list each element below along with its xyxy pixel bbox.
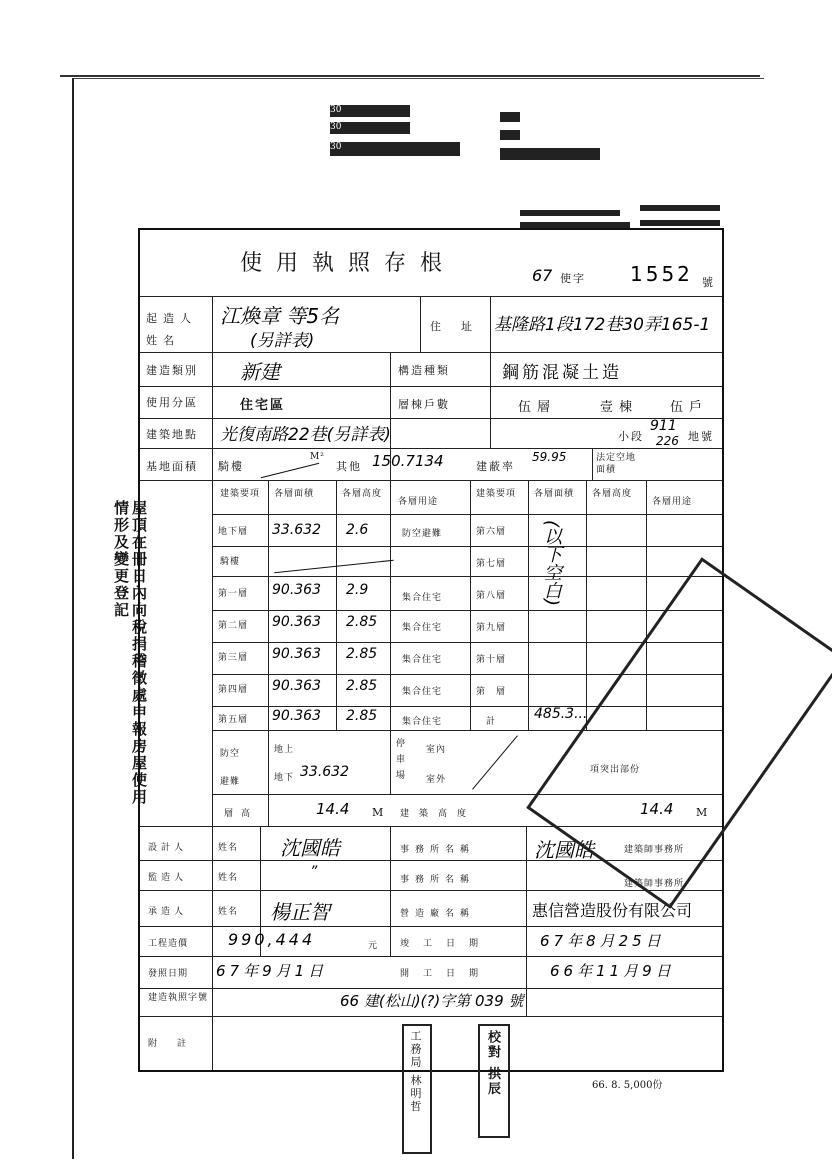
floor-8: 第八層 xyxy=(476,591,507,601)
height-5: 2.85 xyxy=(346,708,378,724)
buildings-value: 壹棟 xyxy=(600,400,639,415)
rule-p4 xyxy=(140,956,722,957)
permit-prefix: 使字 xyxy=(560,272,586,285)
coverage-label: 建蔽率 xyxy=(476,460,515,473)
designer-office-label: 事務所名稱 xyxy=(400,845,476,855)
section-label: 小段 xyxy=(618,430,644,443)
other-value: 150.7134 xyxy=(372,452,444,470)
designer-name-label: 姓名 xyxy=(218,843,239,853)
area-5: 90.363 xyxy=(272,708,321,724)
hdr-item: 建築要項 xyxy=(220,489,261,499)
rule-t4 xyxy=(212,610,722,611)
legal-open-label: 法定空地面積 xyxy=(596,453,637,475)
stamp-bar-3 xyxy=(640,205,720,211)
building-height-unit: M xyxy=(696,806,710,819)
supervisor-label: 監造人 xyxy=(148,873,188,883)
remarks-label: 附註 xyxy=(148,1039,207,1049)
location-value: 光復南路22巷(另詳表) xyxy=(220,425,391,445)
building-height-label: 建築高度 xyxy=(400,809,477,819)
stamp-bar-4 xyxy=(640,220,720,226)
rule-p5 xyxy=(140,988,722,989)
builder-name: 江煥章 等5名 xyxy=(220,304,340,328)
use-4: 集合住宅 xyxy=(402,687,443,697)
height-4: 2.85 xyxy=(346,678,378,694)
floor-6: 第六層 xyxy=(476,527,507,537)
floor-3: 第三層 xyxy=(218,653,249,663)
stamp-line-1: 30 xyxy=(330,105,410,117)
floor-arcade: 騎樓 xyxy=(220,557,241,567)
contractor-name: 楊正智 xyxy=(270,900,330,924)
arcade-unit: M² xyxy=(310,452,325,462)
contractor-firm-label: 營造廠名稱 xyxy=(400,909,476,919)
floor-9: 第九層 xyxy=(476,623,507,633)
height-b1: 2.6 xyxy=(346,522,369,538)
floor-7: 第七層 xyxy=(476,559,507,569)
col-f xyxy=(592,448,593,480)
defense-above: 地上 xyxy=(274,745,295,755)
arcade-label: 騎樓 xyxy=(218,460,244,473)
use-b1: 防空避難 xyxy=(402,529,443,539)
cost-value: 990,444 xyxy=(228,930,316,949)
permit-label: 建造執照字號 xyxy=(148,993,209,1003)
builder-name-note: (另詳表) xyxy=(250,331,315,351)
col-l xyxy=(528,480,529,730)
location-label: 建築地點 xyxy=(146,428,198,441)
site-area-label: 基地面積 xyxy=(146,460,198,473)
use-5: 集合住宅 xyxy=(402,717,443,727)
designer-office-suffix: 建築師事務所 xyxy=(624,845,685,855)
form-title: 使用執照存根 xyxy=(240,251,457,276)
contractor-name-label: 姓名 xyxy=(218,907,239,917)
footer-note: 66. 8. 5,000份 xyxy=(592,1080,663,1091)
address-label: 住址 xyxy=(430,320,492,333)
protrude-label: 項突出部份 xyxy=(590,765,641,775)
hdr-item-r: 建築要項 xyxy=(476,489,517,499)
use-2: 集合住宅 xyxy=(402,623,443,633)
use-zone-value: 住宅區 xyxy=(240,398,286,413)
other-label: 其他 xyxy=(336,460,362,473)
col-p3 xyxy=(390,826,391,956)
rule-p2 xyxy=(140,890,722,891)
floor-1: 第一層 xyxy=(218,589,249,599)
floor-blank: 第 層 xyxy=(476,687,507,697)
parking-inside: 室內 xyxy=(426,745,447,755)
rule-1 xyxy=(140,296,722,297)
stamp-line-2: 30 xyxy=(330,122,410,134)
rule-4 xyxy=(140,418,722,419)
col-e xyxy=(490,352,491,448)
hdr-height: 各層高度 xyxy=(342,489,383,499)
address-value: 基隆路1段172巷30弄165-1 xyxy=(494,315,711,335)
area-1: 90.363 xyxy=(272,582,321,598)
school-stamp xyxy=(478,1024,510,1138)
col-o xyxy=(390,730,391,794)
floors-value: 伍層 xyxy=(518,400,557,415)
permit-year: 67 xyxy=(532,266,553,285)
floor-5: 第五層 xyxy=(218,715,249,725)
rule-t2 xyxy=(212,546,722,547)
stamp-bar-1 xyxy=(520,210,620,216)
rule-p6 xyxy=(140,1016,722,1017)
stamp-mark-b xyxy=(500,130,520,140)
use-3: 集合住宅 xyxy=(402,655,443,665)
col-a xyxy=(212,296,213,482)
side-notice: 屋頂在冊日內向稅捐稽徵處申報房屋使用情形及變更登記 xyxy=(112,500,148,806)
col-i xyxy=(336,480,337,730)
hdr-height-r: 各層高度 xyxy=(592,489,633,499)
contractor-firm: 惠信營造股份有限公司 xyxy=(532,901,693,920)
floor-height-unit: M xyxy=(372,806,386,819)
completion-value: 67年8月25日 xyxy=(540,932,665,950)
col-p4 xyxy=(526,826,527,1016)
stamp-mark-c xyxy=(500,148,600,160)
col-g xyxy=(212,480,213,826)
permit-suffix: 號 xyxy=(702,276,715,289)
lot-value-2: 226 xyxy=(656,434,679,448)
lot-label: 地號 xyxy=(688,430,714,443)
designer-office: 沈國皓 xyxy=(534,838,594,862)
cost-unit: 元 xyxy=(368,941,379,951)
issue-value: 67年9月1日 xyxy=(216,962,328,980)
supervisor-office-label: 事務所名稱 xyxy=(400,875,476,885)
area-b1: 33.632 xyxy=(272,522,321,538)
rule-t3 xyxy=(212,576,722,577)
start-value: 66年11月9日 xyxy=(550,962,675,980)
col-j xyxy=(390,480,391,730)
contractor-label: 承造人 xyxy=(148,907,188,917)
area-4: 90.363 xyxy=(272,678,321,694)
designer-label: 設計人 xyxy=(148,843,188,853)
defense-label: 防空避難 xyxy=(220,749,241,787)
floor-2: 第二層 xyxy=(218,621,249,631)
cost-label: 工程造價 xyxy=(148,939,189,949)
completion-label: 竣工日期 xyxy=(400,939,493,949)
rule-2 xyxy=(140,352,722,353)
col-k xyxy=(470,480,471,730)
total-area: 485.3... xyxy=(534,706,588,722)
floor-height-value: 14.4 xyxy=(316,800,350,818)
area-3: 90.363 xyxy=(272,646,321,662)
page-top-line xyxy=(60,75,760,77)
col-c xyxy=(490,296,491,352)
lot-value: 911 xyxy=(650,418,677,434)
floors-units-label: 層棟戶數 xyxy=(398,398,450,411)
parking-strike xyxy=(472,735,518,789)
permit-value: 66 建(松山)(?)字第 039 號 xyxy=(340,992,524,1010)
stamp-line-3: 30 xyxy=(330,142,460,156)
rule-p3 xyxy=(140,926,722,927)
col-h xyxy=(268,480,269,826)
rule-5 xyxy=(140,448,722,449)
height-1: 2.9 xyxy=(346,582,369,598)
supervisor-name: ” xyxy=(310,864,318,880)
floor-total: 計 xyxy=(486,717,497,727)
col-p1 xyxy=(212,826,213,1070)
parking-outside: 室外 xyxy=(426,775,447,785)
building-height-value: 14.4 xyxy=(640,800,674,818)
hdr-area-r: 各層面積 xyxy=(534,489,575,499)
start-label: 開工日期 xyxy=(400,969,493,979)
arcade-row-strike xyxy=(274,560,393,574)
structure-label: 構造種類 xyxy=(398,364,450,377)
floor-10: 第十層 xyxy=(476,655,507,665)
height-3: 2.85 xyxy=(346,646,378,662)
hdr-use: 各層用途 xyxy=(398,497,439,507)
coverage-value: 59.95 xyxy=(532,450,567,464)
rule-3 xyxy=(140,386,722,387)
rule-t1 xyxy=(212,514,722,515)
floor-4: 第四層 xyxy=(218,685,249,695)
structure-value: 鋼筋混凝土造 xyxy=(502,363,622,383)
use-1: 集合住宅 xyxy=(402,593,443,603)
parking-label: 停車場 xyxy=(396,739,407,781)
blank-note: (以下空白) xyxy=(541,520,562,607)
checker-stamp-text: 工務局 林明哲 xyxy=(409,1030,422,1114)
supervisor-office-suffix: 建築師事務所 xyxy=(624,879,685,889)
stamp-mark-a xyxy=(500,112,520,122)
hdr-area: 各層面積 xyxy=(274,489,315,499)
builder-label: 起造人姓名 xyxy=(146,312,197,347)
designer-name: 沈國皓 xyxy=(280,836,340,860)
defense-below-value: 33.632 xyxy=(300,764,349,780)
top-stamp-block xyxy=(300,100,600,160)
floor-height-label: 層高 xyxy=(224,809,259,819)
build-type-value: 新建 xyxy=(240,360,280,384)
build-type-label: 建造類別 xyxy=(146,364,198,377)
height-2: 2.85 xyxy=(346,614,378,630)
col-b xyxy=(420,296,421,352)
floor-b1: 地下層 xyxy=(218,527,249,537)
school-stamp-text: 校對 拱辰 xyxy=(485,1030,500,1097)
area-2: 90.363 xyxy=(272,614,321,630)
checker-stamp xyxy=(402,1024,432,1154)
permit-number: 1552 xyxy=(630,262,693,286)
units-value: 伍戶 xyxy=(670,400,709,415)
hdr-use-r: 各層用途 xyxy=(652,497,693,507)
defense-below: 地下 xyxy=(274,773,295,783)
arcade-strike xyxy=(261,463,319,478)
rule-6 xyxy=(140,480,722,481)
col-m xyxy=(586,480,587,730)
issue-label: 發照日期 xyxy=(148,969,189,979)
use-zone-label: 使用分區 xyxy=(146,396,198,409)
supervisor-name-label: 姓名 xyxy=(218,873,239,883)
